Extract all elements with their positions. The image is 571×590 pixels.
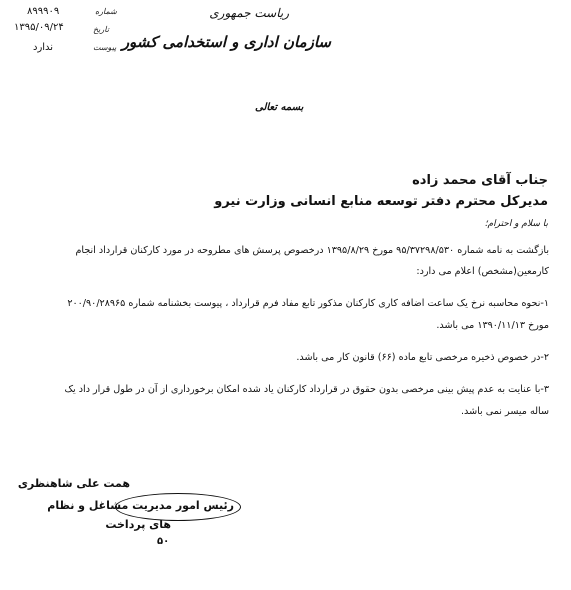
presidency-title: ریاست جمهوری — [209, 6, 289, 20]
item-1-line-1: ۱-نحوه محاسبه نرخ یک ساعت اضافه کاری کارکنان مذکور تابع مفاد فرم قرارداد ، پیوست بخشنامه شماره ۲۰۰/۹۰/۲۸۹۶۵ — [67, 298, 549, 309]
signatory-title-line-2: های پرداخت — [105, 518, 171, 531]
item-1-line-2: مورخ ۱۳۹۰/۱۱/۱۳ می باشد. — [436, 320, 549, 331]
number-value: ۸۹۹۹۰۹ — [27, 6, 60, 17]
number-label: شماره — [95, 7, 117, 16]
attachment-value: ندارد — [33, 42, 54, 53]
item-3-line-2: ساله میسر نمی باشد. — [461, 406, 549, 417]
signature-initials: ۵۰ — [157, 536, 170, 547]
signatory-name: همت علی شاهنظری — [17, 477, 130, 490]
greeting: با سلام و احترام؛ — [484, 219, 548, 229]
date-value: ۱۳۹۵/۰۹/۲۴ — [14, 22, 64, 33]
intro-line-2: کارمعین(مشخص) اعلام می دارد: — [416, 266, 549, 277]
signatory-title-line-1: رئیس امور مدیریت مشاغل و نظام — [47, 499, 234, 512]
attachment-label: پیوست — [93, 43, 117, 52]
recipient-title: مدیرکل محترم دفتر توسعه منابع انسانی وزارت نیرو — [214, 194, 548, 209]
recipient-name: جناب آقای محمد زاده — [412, 173, 548, 188]
organization-title: سازمان اداری و استخدامی کشور — [121, 33, 331, 51]
item-3-line-1: ۳-با عنایت به عدم پیش بینی مرخصی بدون حقوق در قرارداد کارکنان یاد شده امکان برخورداری از آن در طول قرار داد یک — [64, 384, 549, 395]
bismillah-heading: بسمه تعالی — [255, 102, 304, 113]
date-label: تاریخ — [93, 25, 109, 34]
intro-line-1: بازگشت به نامه شماره ۹۵/۳۷۲۹۸/۵۳۰ مورخ ۱۳۹۵/۸/۲۹ درخصوص پرسش های مطروحه در مورد کارکنان قرارداد انجام — [75, 245, 549, 256]
item-2: ۲-در خصوص ذخیره مرخصی تابع ماده (۶۶) قانون کار می باشد. — [296, 352, 549, 363]
